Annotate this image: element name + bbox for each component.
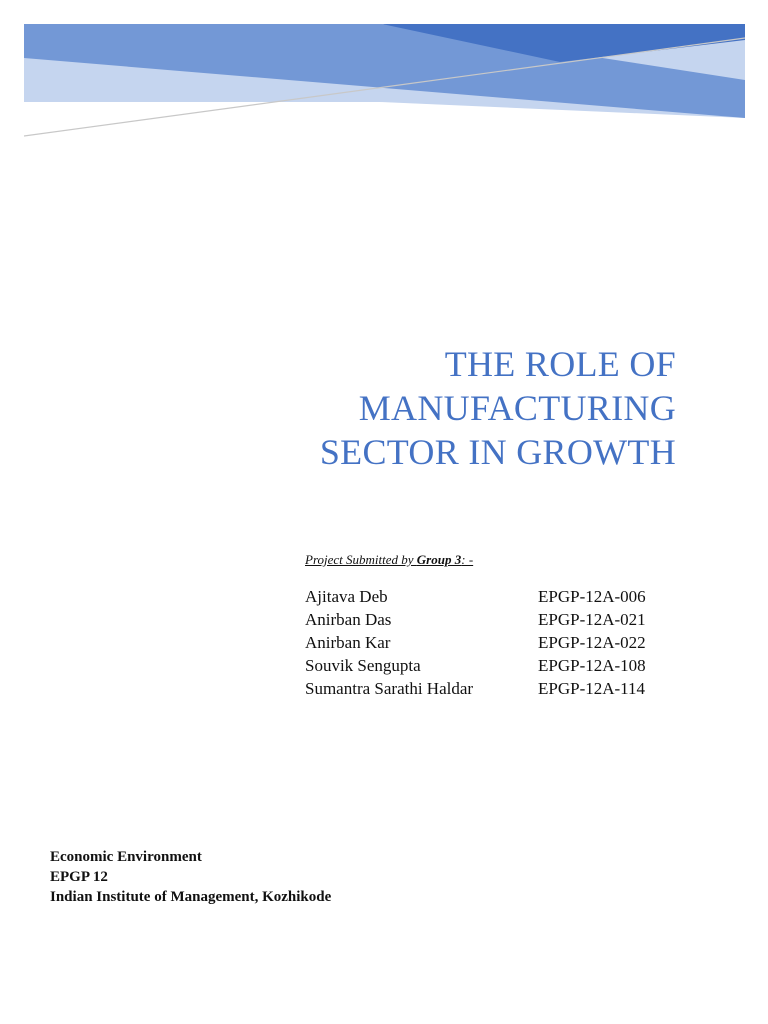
institute-name: Indian Institute of Management, Kozhikode — [50, 889, 332, 905]
member-id: EPGP-12A-114 — [538, 679, 646, 698]
title-line: MANUFACTURING — [358, 388, 676, 428]
program-name: EPGP 12 — [50, 869, 108, 885]
member-row — [305, 585, 678, 608]
submission-line — [305, 552, 473, 568]
members-list — [305, 585, 678, 700]
member-row — [305, 631, 678, 654]
member-id: EPGP-12A-022 — [538, 633, 646, 652]
member-row — [305, 654, 678, 677]
member-row — [305, 608, 678, 631]
member-name: Anirban Kar — [305, 633, 391, 652]
group-label: Group 3 — [416, 552, 462, 567]
member-id: EPGP-12A-021 — [538, 610, 646, 629]
document-title — [156, 342, 676, 474]
member-row — [305, 677, 678, 700]
header-banner-graphic — [0, 0, 768, 160]
course-name: Economic Environment — [50, 849, 202, 865]
submission-prefix: Project Submitted by — [305, 552, 417, 567]
member-name: Anirban Das — [305, 610, 392, 629]
submission-suffix: : - — [461, 552, 474, 567]
member-name: Ajitava Deb — [305, 587, 388, 606]
title-line: SECTOR IN GROWTH — [319, 432, 676, 472]
title-line: THE ROLE OF — [444, 344, 676, 384]
member-id: EPGP-12A-108 — [538, 656, 646, 675]
footer-info — [50, 847, 331, 907]
member-name: Souvik Sengupta — [305, 656, 421, 675]
member-name: Sumantra Sarathi Haldar — [305, 679, 474, 698]
member-id: EPGP-12A-006 — [538, 587, 646, 606]
